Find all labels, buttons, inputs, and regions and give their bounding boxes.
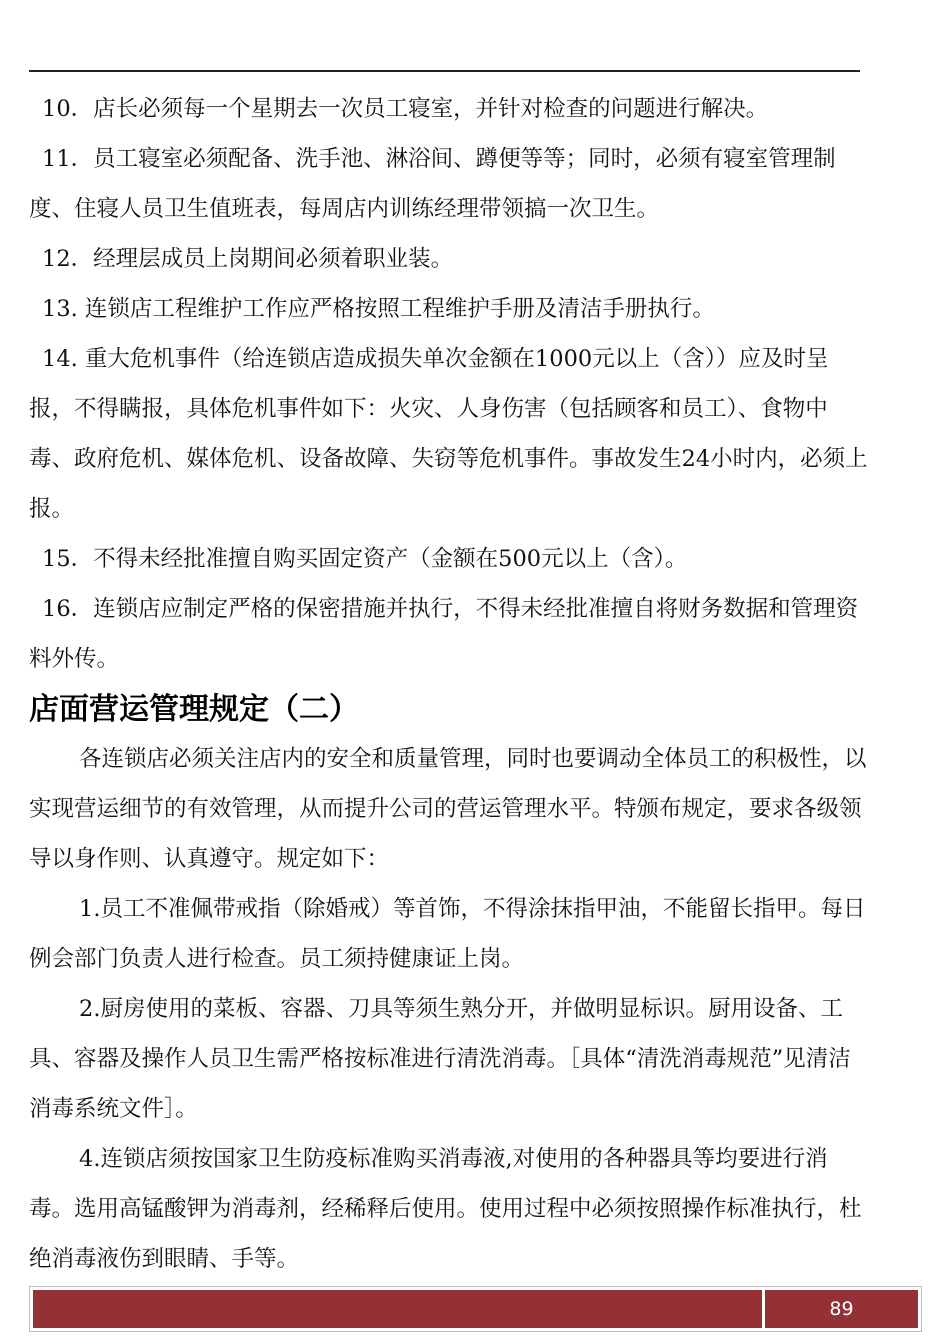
- rule-item-1: 1.员工不准佩带戒指（除婚戒）等首饰，不得涂抹指甲油，不能留长指甲。每日例会部门负责人进行检查。员工须持健康证上岗。: [29, 896, 866, 972]
- rule-item-2: 2.厨房使用的菜板、容器、刀具等须生熟分开，并做明显标识。厨用设备、工具、容器及操作人员卫生需严格按标准进行清洗消毒。［具体“清洗消毒规范”见清洁消毒系统文件］。: [29, 996, 851, 1122]
- list-item-15: 15．不得未经批准擅自购买固定资产（金额在500元以上（含）。: [42, 546, 688, 572]
- page-content: [29, 84, 869, 1284]
- rule-item-4: 4.连锁店须按国家卫生防疫标准购买消毒液,对使用的各种器具等均要进行消毒。选用高锰酸钾为消毒剂，经稀释后使用。使用过程中必须按照操作标准执行，杜绝消毒液伤到眼睛、手等。: [29, 1146, 862, 1272]
- intro-paragraph: 各连锁店必须关注店内的安全和质量管理，同时也要调动全体员工的积极性，以实现营运细节的有效管理，从而提升公司的营运管理水平。特颁布规定，要求各级领导以身作则、认真遵守。规定如下：: [29, 746, 867, 872]
- list-item-13: 13. 连锁店工程维护工作应严格按照工程维护手册及清洁手册执行。: [42, 296, 715, 322]
- list-item-11: 11．员工寝室必须配备、洗手池、淋浴间、蹲便等等；同时，必须有寝室管理制度、住寝人员卫生值班表，每周店内训练经理带领搞一次卫生。: [29, 146, 836, 222]
- header-rule: [29, 70, 860, 72]
- footer-bar: [33, 1290, 762, 1328]
- page-number: 89: [765, 1290, 918, 1328]
- list-item-12: 12．经理层成员上岗期间必须着职业装。: [42, 246, 454, 272]
- list-item-10: 10．店长必须每一个星期去一次员工寝室，并针对检查的问题进行解决。: [42, 96, 769, 122]
- section-title: 店面营运管理规定（二）: [29, 692, 359, 727]
- list-item-14: 14. 重大危机事件（给连锁店造成损失单次金额在1000元以上（含））应及时呈报，不得瞒报，具体危机事件如下：火灾、人身伤害（包括顾客和员工）、食物中毒、政府危机、媒体危机、设备故障、失窃等危机事件。事故发生24小时内，必须上报。: [29, 346, 868, 522]
- page-footer: [29, 1286, 922, 1332]
- list-item-16: 16．连锁店应制定严格的保密措施并执行，不得未经批准擅自将财务数据和管理资料外传。: [29, 596, 859, 672]
